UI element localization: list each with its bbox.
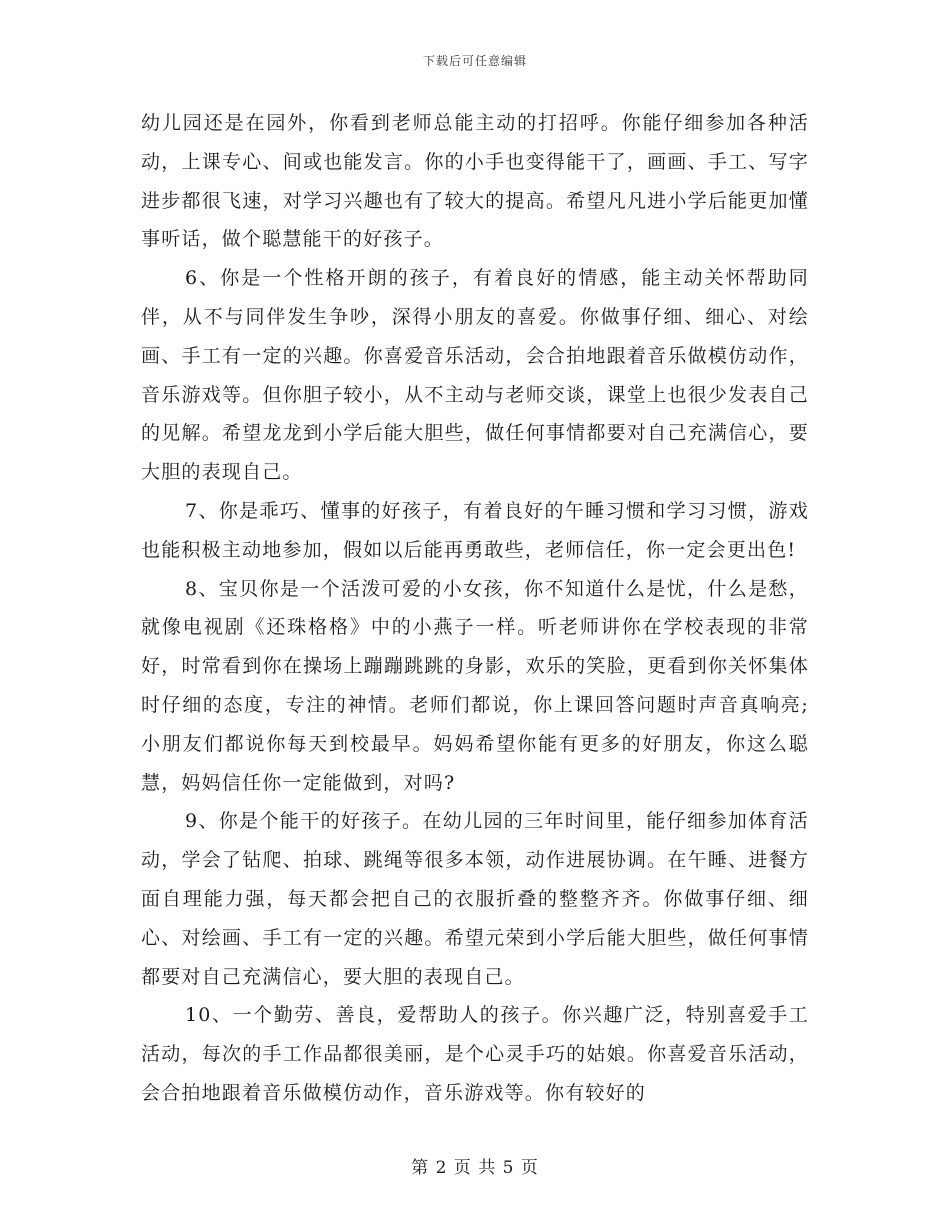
paragraph-item-9: 9、你是个能干的好孩子。在幼儿园的三年时间里，能仔细参加体育活动，学会了钻爬、拍球、跳绳等很多本领，动作进展协调。在午睡、进餐方面自理能力强，每天都会把自己的衣服折叠的整整齐齐。你做事仔细、细心、对绘画、手工有一定的兴趣。希望元荣到小学后能大胆些，做任何事情都要对自己充满信心，要大胆的表现自己。 — [141, 810, 809, 988]
page-header: 下载后可任意编辑 — [422, 54, 527, 68]
paragraph-item-8: 8、宝贝你是一个活泼可爱的小女孩，你不知道什么是忧，什么是愁，就像电视剧《还珠格格》中的小燕子一样。听老师讲你在学校表现的非常好，时常看到你在操场上蹦蹦跳跳的身影，欢乐的笑脸，更看到你关怀集体时仔细的态度，专注的神情。老师们都说，你上课回答问题时声音真响亮;小朋友们都说你每天到校最早。妈妈希望你能有更多的好朋友，你这么聪慧，妈妈信任你一定能做到，对吗? — [141, 577, 809, 794]
paragraph-item-10: 10、一个勤劳、善良，爱帮助人的孩子。你兴趣广泛，特别喜爱手工活动，每次的手工作品都很美丽，是个心灵手巧的姑娘。你喜爱音乐活动，会合拍地跟着音乐做模仿动作，音乐游戏等。你有较好的 — [141, 1004, 809, 1104]
paragraph-item-6: 6、你是一个性格开朗的孩子，有着良好的情感，能主动关怀帮助同伴，从不与同伴发生争吵，深得小朋友的喜爱。你做事仔细、细心、对绘画、手工有一定的兴趣。你喜爱音乐活动，会合拍地跟着音乐做模仿动作，音乐游戏等。但你胆子较小，从不主动与老师交谈，课堂上也很少发表自己的见解。希望龙龙到小学后能大胆些，做任何事情都要对自己充满信心，要大胆的表现自己。 — [141, 267, 809, 484]
paragraph-item-7: 7、你是乖巧、懂事的好孩子，有着良好的午睡习惯和学习习惯，游戏也能积极主动地参加，假如以后能再勇敢些，老师信任，你一定会更出色! — [141, 499, 809, 561]
paragraph-continuation: 幼儿园还是在园外，你看到老师总能主动的打招呼。你能仔细参加各种活动，上课专心、间或也能发言。你的小手也变得能干了，画画、手工、写字进步都很飞速，对学习兴趣也有了较大的提高。希望凡凡进小学后能更加懂事听话，做个聪慧能干的好孩子。 — [141, 112, 809, 251]
document-body — [141, 104, 809, 1113]
page-number-footer: 第 2 页 共 5 页 — [411, 1158, 539, 1178]
